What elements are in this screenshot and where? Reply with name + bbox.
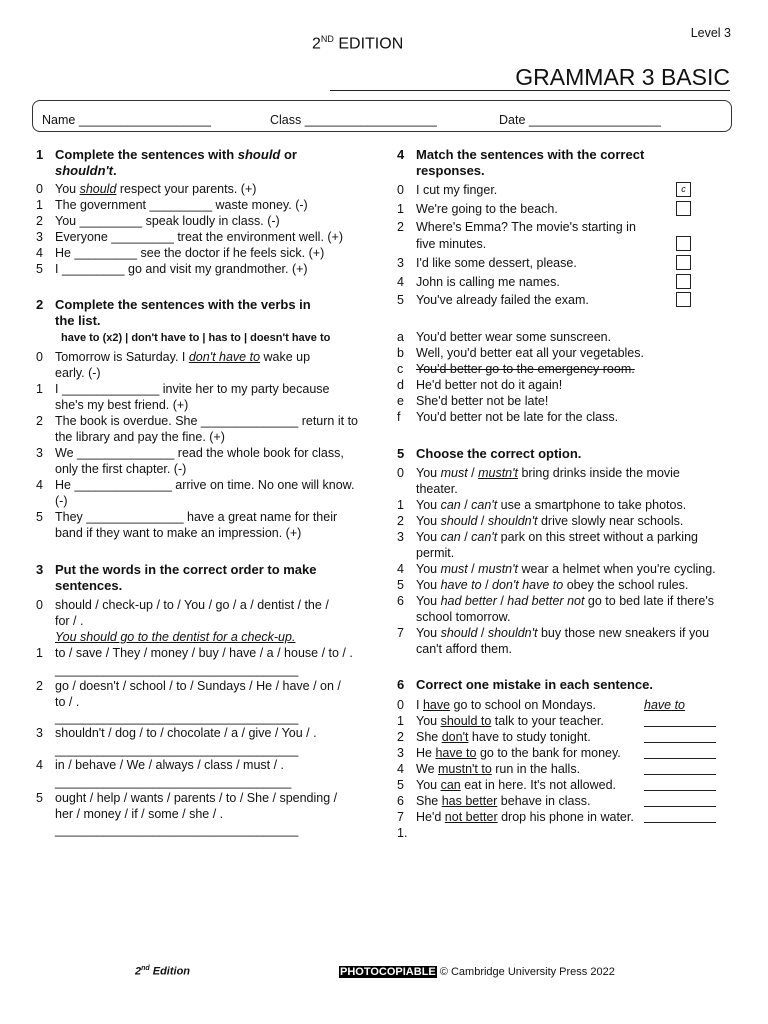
title-underline [330,90,730,91]
answer-line[interactable]: ___________________________________ [55,743,299,757]
section-heading: Put the words in the correct order to make sentences. [55,562,317,593]
list-item-cont: to / . [55,695,80,709]
section-heading: Match the sentences with the correct responses. [416,147,645,178]
section-number: 5 [397,446,405,461]
answer-line[interactable]: ___________________________________ [55,711,299,725]
answer-line[interactable] [644,726,716,727]
answer-box[interactable] [676,201,691,216]
answer-line[interactable] [644,790,716,791]
answer-line[interactable]: ___________________________________ [55,823,299,837]
answer-line[interactable] [644,758,716,759]
section-number: 3 [36,562,44,577]
answer-line[interactable] [644,774,716,775]
list-item-cont: only the first chapter. (-) [55,462,187,476]
section-4: 4 Match the sentences with the correct responses. 0 I cut my finger. c 1 We're going to the beach. 2 Where's Emma? The movie's starting in five minutes. 3 I'd like some dessert, please. 4 John is calling me names. 5 You've already failed the exam. a You'd better wear some sunscreen. b Well, you'd better eat all your vegetables. c You'd better go to the emergency room. d He'd better not do it again! e She'd better not be late! f You'd better not be late for the class. [397,147,737,437]
section-heading: Correct one mistake in each sentence. [416,677,653,692]
example-answer: You should go to the dentist for a check-up. [55,630,296,644]
footer-edition: 2nd Edition [135,965,191,978]
section-number: 6 [397,677,405,692]
photocopiable-badge: PHOTOCOPIABLE [340,966,436,978]
word-list: have to (x2) | don't have to | has to | doesn't have to [61,332,331,344]
footer-copyright: PHOTOCOPIABLE © Cambridge University Press 2022 [340,966,615,978]
list-item-cont: her / money / if / some / she / . [55,807,224,821]
answer-box[interactable] [676,236,691,251]
answer-line[interactable] [644,742,716,743]
list-item-cont: she's my best friend. (+) [55,398,189,412]
section-heading: Complete the sentences with the verbs in the list. [55,297,311,328]
answer-box[interactable] [676,255,691,270]
list-item-cont: can't afford them. [416,642,512,656]
edition-label: 2ND EDITION [312,34,404,53]
answer-line[interactable]: ___________________________________ [55,663,299,677]
list-item-cont: (-) [55,494,68,508]
list-item-cont: permit. [416,546,455,560]
answer-box[interactable] [676,292,691,307]
list-item-cont: theater. [416,482,458,496]
list-item-cont: five minutes. [416,237,487,251]
list-item: 1. [397,826,408,840]
section-5: 5 Choose the correct option. 0 You must / mustn't bring drinks inside the movie theater. 1 You can / can't use a smartphone to take photos. 2 You should / shouldn't drive slowly near schools. 3 You can / can't park on this street without a parking permit. 4 You must / mustn't wear a helmet when you're cycling. 5 You have to / don't have to obey the school rules. 6 You had better / had better not go to bed late if there's school tomorrow. 7 You should / shouldn't buy those new sneakers if you can't afford them. [397,446,716,656]
page-title: GRAMMAR 3 BASIC [515,64,730,90]
answer-line[interactable]: __________________________________ [55,775,292,789]
section-6: 6 Correct one mistake in each sentence. 0 I have go to school on Mondays. have to 1 You should to talk to your teacher. 2 She don't have to study tonight. 3 He have to go to the bank for money. 4 We mustn't to run in the halls. 5 You can eat in here. It's not allowed. 6 She has better behave in class. 7 He'd not better drop his phone in water. 1. [397,677,737,847]
list-item-cont: school tomorrow. [416,610,511,624]
list-item-cont: for / . [55,614,84,628]
level-label: Level 3 [690,26,731,40]
name-field[interactable]: Name ___________________ [42,113,211,127]
section-number: 2 [36,297,44,312]
class-field[interactable]: Class ___________________ [270,113,437,127]
answer-line[interactable] [644,806,716,807]
answer-line[interactable] [644,822,716,823]
example-answer: have to [644,698,686,712]
section-number: 4 [397,147,405,162]
answer-box[interactable] [676,274,691,289]
date-field[interactable]: Date ___________________ [499,113,661,127]
section-number: 1 [36,147,44,162]
section-heading: Choose the correct option. [416,446,582,461]
section-heading: Complete the sentences with should or shouldn't. [55,147,297,178]
list-item-cont: band if they want to make an impression. (+) [55,526,302,540]
list-item-cont: the library and pay the fine. (+) [55,430,225,444]
answer-box[interactable]: c [676,182,691,197]
list-item-cont: early. (-) [55,366,101,380]
